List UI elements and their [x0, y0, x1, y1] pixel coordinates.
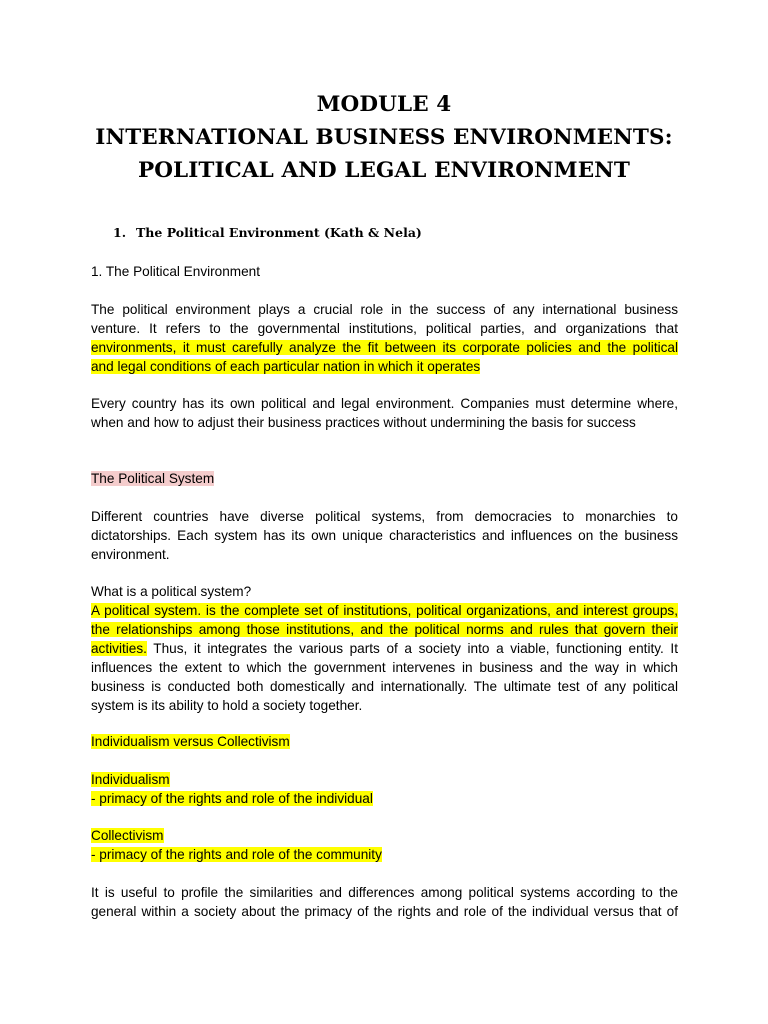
title-line-3: POLITICAL AND LEGAL ENVIRONMENT — [137, 158, 631, 183]
para1-line-3-wrap — [91, 338, 678, 357]
title-line-2: INTERNATIONAL BUSINESS ENVIRONMENTS: — [95, 125, 673, 150]
para4-line-6: system is its ability to hold a society together. — [91, 698, 363, 713]
collectivism-term-wrap — [91, 826, 678, 845]
ivc-heading — [91, 732, 678, 751]
para4-line-5: business is conducted both domestically and internationally. The ultimate test of any political — [91, 679, 678, 694]
para2-line-2: when and how to adjust their business practices without undermining the basis for success — [91, 415, 636, 430]
para1-line-3: environments, it must carefully analyze the fit between its corporate policies and the political — [91, 340, 678, 355]
political-system-heading-text: The Political System — [91, 471, 215, 486]
ivc-heading-text: Individualism versus Collectivism — [91, 734, 290, 749]
paragraph-5 — [91, 883, 678, 921]
paragraph-4 — [91, 582, 678, 715]
paragraph-3 — [91, 507, 678, 564]
para1-line-4-wrap — [91, 357, 678, 376]
para4-line-1-wrap — [91, 601, 678, 620]
political-system-heading — [91, 469, 678, 488]
module-title — [0, 88, 768, 187]
paragraph-2 — [91, 394, 678, 432]
paragraph-1 — [91, 300, 678, 376]
para3-line-1: Different countries have diverse political systems, from democracies to monarchies to — [91, 509, 678, 524]
subheading-text: 1. The Political Environment — [91, 264, 260, 279]
collectivism-def: - primacy of the rights and role of the community — [91, 847, 382, 862]
section-number: 1. — [113, 225, 127, 240]
individualism-block — [91, 770, 678, 808]
question-text: What is a political system? — [91, 584, 252, 599]
para3-line-3: environment. — [91, 547, 170, 562]
para1-line-1: The political environment plays a crucial role in the success of any international business — [91, 302, 678, 317]
collectivism-block — [91, 826, 678, 864]
para4-line-4: influences the extent to which the government intervenes in business and the way in which — [91, 660, 678, 675]
para1-line-2: venture. It refers to the governmental institutions, political parties, and organizations that — [91, 321, 678, 336]
para4-line-1: A political system. is the complete set of institutions, political organizations, and interest groups, — [91, 603, 678, 618]
title-line-1: MODULE 4 — [316, 92, 452, 117]
para2-line-1: Every country has its own political and legal environment. Companies must determine where, — [91, 396, 678, 411]
individualism-def-wrap — [91, 789, 678, 808]
para3-line-2: dictatorships. Each system has its own unique characteristics and influences on the business — [91, 528, 678, 543]
collectivism-def-wrap — [91, 845, 678, 864]
collectivism-term: Collectivism — [91, 828, 164, 843]
section-heading-text: The Political Environment (Kath & Nela) — [136, 225, 422, 240]
section-heading — [113, 223, 422, 243]
para4-line-2-wrap — [91, 620, 678, 639]
para1-line-4: and legal conditions of each particular nation in which it operates — [91, 359, 481, 374]
para4-line-3-highlight: activities. — [91, 641, 147, 656]
para4-line-3-wrap — [91, 639, 678, 658]
para4-line-2: the relationships among those institutions, and the political norms and rules that govern their — [91, 622, 678, 637]
para5-line-2: general within a society about the primacy of the rights and role of the individual versus that of — [91, 904, 678, 919]
para5-line-1: It is useful to profile the similarities and differences among political systems according to the — [91, 885, 678, 900]
para4-line-3-rest: Thus, it integrates the various parts of a society into a viable, functioning entity. It — [146, 641, 678, 656]
individualism-term-wrap — [91, 770, 678, 789]
individualism-def: - primacy of the rights and role of the individual — [91, 791, 373, 806]
subheading — [91, 262, 678, 281]
individualism-term: Individualism — [91, 772, 170, 787]
